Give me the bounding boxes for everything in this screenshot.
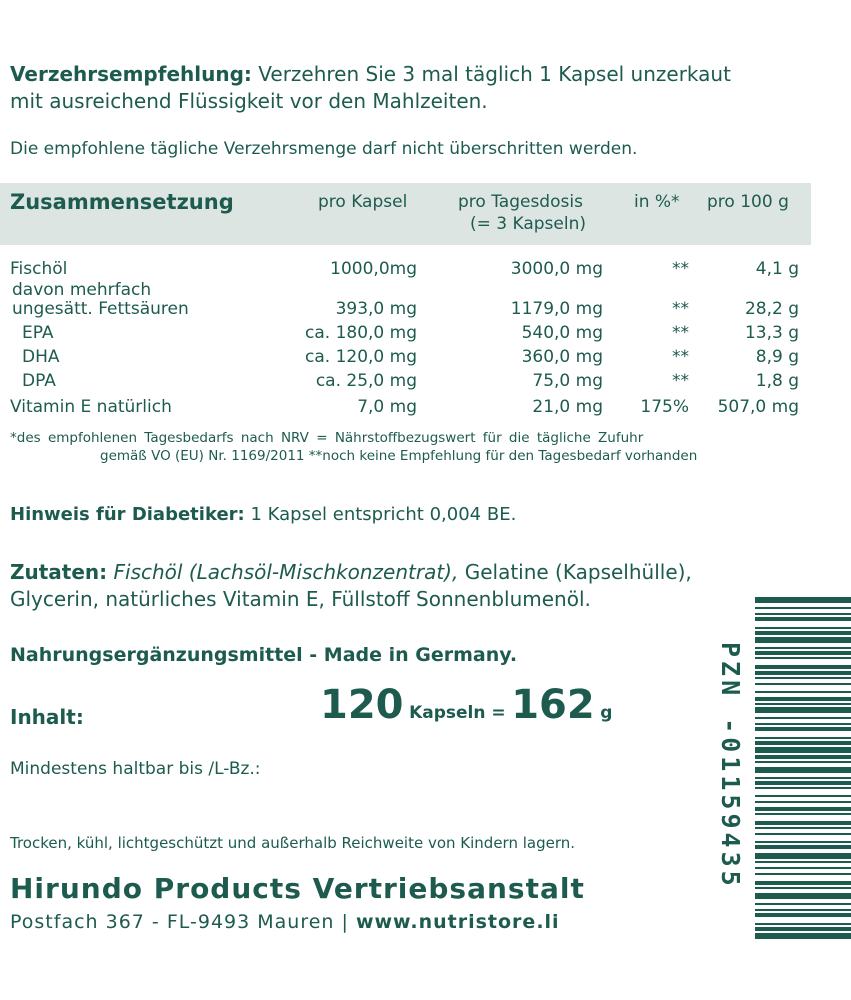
row-per-100g: 507,0 mg — [717, 397, 799, 417]
barcode-bar — [755, 627, 851, 629]
row-per-capsule: ca. 180,0 mg — [305, 323, 417, 343]
barcode-bar — [755, 767, 851, 773]
barcode-bar — [755, 887, 851, 889]
barcode-bar — [755, 637, 851, 643]
row-per-capsule: ca. 120,0 mg — [305, 347, 417, 367]
row-per-day: 21,0 mg — [532, 397, 603, 417]
barcode-bar — [755, 807, 851, 811]
row-name: DHA — [22, 347, 60, 367]
row-per-capsule: 1000,0mg — [330, 259, 417, 279]
barcode-bar — [755, 801, 851, 803]
barcode-bar — [755, 923, 851, 925]
row-percent: ** — [672, 371, 689, 391]
barcode-bar — [755, 873, 851, 875]
row-per-capsule: ca. 25,0 mg — [315, 371, 417, 391]
diabetic-note — [10, 504, 516, 526]
pzn-label — [701, 642, 761, 902]
barcode-bar — [755, 909, 851, 911]
row-percent: ** — [672, 299, 689, 319]
barcode-bar — [755, 727, 851, 731]
barcode-bar — [755, 691, 851, 693]
barcode-bar — [755, 913, 851, 917]
barcode-bar — [755, 821, 851, 825]
row-name: ungesätt. Fettsäuren — [12, 299, 189, 319]
barcode-bar — [755, 755, 851, 759]
pzn-code: PZN -01159435 — [716, 642, 745, 890]
barcode-bar — [755, 657, 851, 659]
company-name: Hirundo Products Vertriebsanstalt — [10, 872, 585, 905]
header-per-100g: pro 100 g — [707, 192, 789, 212]
barcode-bar — [755, 651, 851, 655]
row-percent: ** — [672, 259, 689, 279]
footnote-regulation: gemäß VO (EU) Nr. 1169/2011 **noch keine Empfehlung für den Tagesbedarf vorhanden — [100, 448, 698, 464]
diabetic-text: 1 Kapsel entspricht 0,004 BE. — [250, 504, 517, 525]
intro-line-1 — [10, 62, 731, 87]
barcode-bar — [755, 613, 851, 615]
row-per-day: 360,0 mg — [521, 347, 603, 367]
barcode-bar — [755, 827, 851, 829]
barcode-bar — [755, 747, 851, 753]
barcode-bar — [755, 903, 851, 905]
barcode-bar — [755, 853, 851, 859]
intro-label: Verzehrsempfehlung: — [10, 62, 252, 86]
ingredients-line-1 — [10, 560, 692, 585]
barcode-bar — [755, 671, 851, 675]
storage-note: Trocken, kühl, lichtgeschützt und außerhalb Reichweite von Kindern lagern. — [10, 834, 576, 852]
header-composition: Zusammensetzung — [10, 190, 234, 214]
barcode-bar — [755, 707, 851, 713]
barcode-bar — [755, 813, 851, 815]
barcode-bar — [755, 665, 851, 669]
barcode-bar — [755, 723, 851, 725]
company-address-line — [10, 910, 560, 934]
barcode-bar — [755, 737, 851, 739]
barcode-bar — [755, 647, 851, 649]
barcode-bar — [755, 833, 851, 835]
row-name: EPA — [22, 323, 54, 343]
composition-table-header — [0, 183, 811, 245]
ingredients-fish-oil: Fischöl (Lachsöl-Mischkonzentrat), — [113, 560, 459, 584]
row-per-day: 1179,0 mg — [510, 299, 603, 319]
row-per-100g: 4,1 g — [755, 259, 799, 279]
barcode-bar — [755, 683, 851, 685]
barcode-bar — [755, 617, 851, 621]
ingredients-label: Zutaten: — [10, 560, 108, 584]
barcode — [755, 597, 851, 939]
header-per-day: pro Tagesdosis — [458, 192, 583, 212]
barcode-bar — [755, 631, 851, 635]
row-per-capsule: 7,0 mg — [357, 397, 417, 417]
row-per-day: 540,0 mg — [521, 323, 603, 343]
row-per-day: 3000,0 mg — [510, 259, 603, 279]
website-link[interactable]: www.nutristore.li — [355, 911, 560, 933]
ingredients-line-2: Glycerin, natürliches Vitamin E, Füllstoff Sonnenblumenöl. — [10, 587, 591, 611]
barcode-bar — [755, 597, 851, 603]
barcode-bar — [755, 677, 851, 679]
contents-amount — [320, 682, 612, 728]
barcode-bar — [755, 703, 851, 705]
barcode-bar — [755, 845, 851, 849]
row-name: Fischöl — [10, 259, 68, 279]
product-type: Nahrungsergänzungsmittel - Made in Germany. — [10, 644, 518, 666]
row-name: davon mehrfach — [12, 280, 152, 300]
ingredients-gelatine: Gelatine (Kapselhülle), — [464, 560, 692, 584]
row-percent: ** — [672, 347, 689, 367]
company-address: Postfach 367 - FL-9493 Mauren | — [10, 911, 349, 933]
row-percent: 175% — [640, 397, 689, 417]
footnote-nrv: *des empfohlenen Tagesbedarfs nach NRV = Nährstoffbezugswert für die tägliche Zufuhr — [10, 430, 644, 446]
barcode-bar — [755, 861, 851, 863]
barcode-bar — [755, 933, 851, 939]
barcode-bar — [755, 787, 851, 789]
barcode-bar — [755, 795, 851, 797]
weight-unit: g — [600, 703, 613, 723]
net-weight: 162 — [511, 682, 595, 728]
barcode-bar — [755, 841, 851, 843]
best-before: Mindestens haltbar bis /L-Bz.: — [10, 759, 261, 779]
barcode-bar — [755, 867, 851, 869]
row-per-100g: 28,2 g — [744, 299, 799, 319]
capsule-count: 120 — [320, 682, 404, 728]
header-per-day-note: (= 3 Kapseln) — [470, 214, 587, 234]
barcode-bar — [755, 927, 851, 931]
barcode-bar — [755, 741, 851, 745]
row-percent: ** — [672, 323, 689, 343]
intake-warning: Die empfohlene tägliche Verzehrsmenge darf nicht überschritten werden. — [10, 139, 638, 159]
barcode-bar — [755, 781, 851, 785]
barcode-bar — [755, 697, 851, 701]
capsule-unit: Kapseln = — [409, 703, 506, 723]
barcode-bar — [755, 893, 851, 899]
row-per-100g: 8,9 g — [755, 347, 799, 367]
barcode-bar — [755, 761, 851, 763]
row-per-day: 75,0 mg — [532, 371, 603, 391]
row-name: DPA — [22, 371, 56, 391]
row-per-100g: 13,3 g — [744, 323, 799, 343]
barcode-bar — [755, 607, 851, 609]
row-per-capsule: 393,0 mg — [335, 299, 417, 319]
contents-label: Inhalt: — [10, 705, 84, 729]
header-percent: in %* — [634, 192, 680, 212]
barcode-bar — [755, 717, 851, 719]
diabetic-label: Hinweis für Diabetiker: — [10, 504, 245, 525]
row-name: Vitamin E natürlich — [10, 397, 172, 417]
barcode-bar — [755, 777, 851, 779]
intro-line-2: mit ausreichend Flüssigkeit vor den Mahlzeiten. — [10, 89, 488, 113]
intro-text-1: Verzehren Sie 3 mal täglich 1 Kapsel unzerkaut — [258, 62, 731, 86]
header-per-capsule: pro Kapsel — [318, 192, 408, 212]
barcode-bar — [755, 881, 851, 885]
row-per-100g: 1,8 g — [755, 371, 799, 391]
